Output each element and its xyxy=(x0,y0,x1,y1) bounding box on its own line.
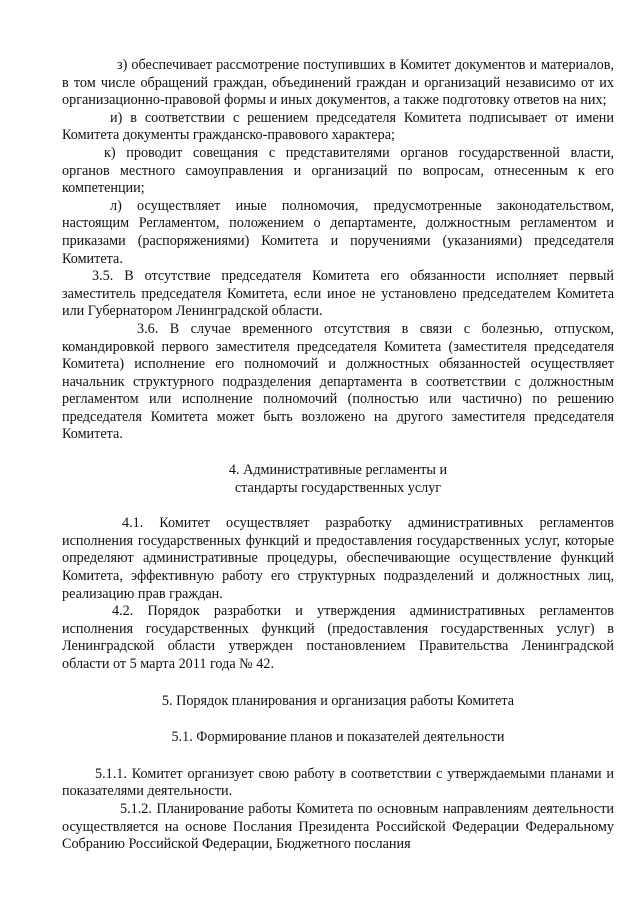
paragraph-item-l: л) осуществляет иные полномочия, предусмотренные законодательством, настоящим Регламентом, положением о департаменте, должностным регламентом и приказами (распоряжениями) Комитета и поручениями (указаниями) председателя Комитета. xyxy=(62,197,614,267)
paragraph-5-1-1: 5.1.1. Комитет организует свою работу в соответствии с утверждаемыми планами и показателями деятельности. xyxy=(62,765,614,800)
document-page xyxy=(62,57,614,854)
paragraph-item-z: з) обеспечивает рассмотрение поступивших в Комитет документов и материалов, в том числе обращений граждан, объединений граждан и организаций независимо от их организационно-правовой формы и иных документов, а также подготовку ответов на них; xyxy=(62,57,614,109)
paragraph-3-5: 3.5. В отсутствие председателя Комитета его обязанности исполняет первый заместитель председателя Комитета, если иное не установлено председателем Комитета или Губернатором Ленинградской области. xyxy=(62,268,614,320)
section-5-1-heading: 5.1. Формирование планов и показателей деятельности xyxy=(171,729,505,746)
paragraph-4-1: 4.1. Комитет осуществляет разработку административных регламентов исполнения государственных функций и предоставления государственных услуг, которые определяют административные процедуры, обеспечивающие осуществление функций Комитета, эффективную работу его структурных подразделений и должностных лиц, реализацию прав граждан. xyxy=(62,515,614,602)
section-5-heading: 5. Порядок планирования и организация работы Комитета xyxy=(161,692,515,709)
paragraph-4-2: 4.2. Порядок разработки и утверждения административных регламентов исполнения государственных функций (предоставления государственных услуг) в Ленинградской области утвержден постановлением Правительства Ленинградской области от 5 марта 2011 года № 42. xyxy=(62,603,614,672)
paragraph-item-i: и) в соответствии с решением председателя Комитета подписывает от имени Комитета документы гражданско-правового характера; xyxy=(62,109,614,144)
paragraph-5-1-2: 5.1.2. Планирование работы Комитета по основным направлениям деятельности осуществляется на основе Послания Президента Российской Федерации Федеральному Собранию Российской Федерации, Бюджетного послания xyxy=(62,800,614,853)
section-4-heading-line1: 4. Административные регламенты и xyxy=(228,462,448,479)
section-4-heading-line2: стандарты государственных услуг xyxy=(234,479,442,496)
paragraph-3-6: 3.6. В случае временного отсутствия в связи с болезнью, отпуском, командировкой первого заместителя председателя Комитета (заместителя председателя Комитета) исполнение его полномочий и должностных обязанностей осуществляет начальник структурного подразделения департамента в соответствии с должностным регламентом или исполнение полномочий (полностью или частично) по решению председателя Комитета может быть возложено на другого заместителя председателя Комитета. xyxy=(62,320,614,443)
paragraph-item-k: к) проводит совещания с представителями органов государственной власти, органов местного самоуправления и организаций по вопросам, отнесенным к его компетенции; xyxy=(62,144,614,197)
